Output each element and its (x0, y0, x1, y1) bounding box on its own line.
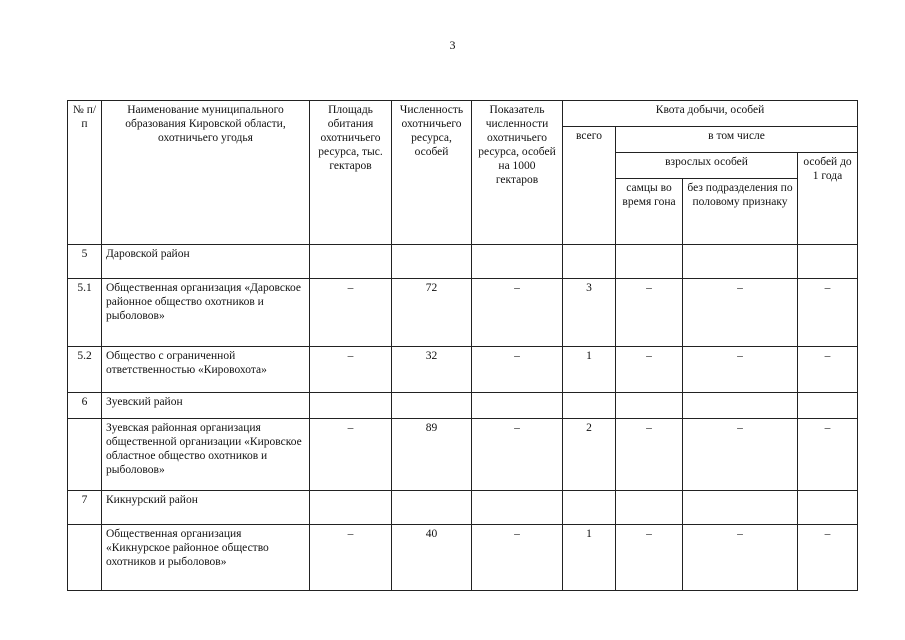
cell-name: Общественная организация «Даровское районное общество охотников и рыболовов» (102, 279, 310, 347)
cell-num: 6 (68, 393, 102, 419)
header-num: № п/п (68, 101, 102, 245)
cell-density (472, 393, 563, 419)
cell-under1: – (798, 347, 858, 393)
cell-area: – (310, 347, 392, 393)
header-count: Численность охотничьего ресурса, особей (392, 101, 472, 245)
cell-males: – (616, 525, 683, 591)
cell-area: – (310, 525, 392, 591)
cell-males: – (616, 279, 683, 347)
cell-count (392, 491, 472, 525)
cell-males (616, 245, 683, 279)
cell-under1 (798, 393, 858, 419)
header-quota: Квота добычи, особей (563, 101, 858, 127)
header-including: в том числе (616, 127, 858, 153)
cell-area: – (310, 419, 392, 491)
cell-name: Зуевский район (102, 393, 310, 419)
cell-nosex: – (683, 525, 798, 591)
cell-under1: – (798, 279, 858, 347)
cell-num: 5.2 (68, 347, 102, 393)
cell-num: 7 (68, 491, 102, 525)
cell-total: 3 (563, 279, 616, 347)
header-area: Площадь обитания охотничьего ресурса, тыс. гектаров (310, 101, 392, 245)
cell-nosex (683, 245, 798, 279)
table-row (68, 393, 858, 419)
cell-males (616, 491, 683, 525)
cell-under1 (798, 491, 858, 525)
quota-table (67, 100, 858, 591)
cell-total: 1 (563, 525, 616, 591)
table-row (68, 491, 858, 525)
cell-nosex: – (683, 419, 798, 491)
cell-num (68, 525, 102, 591)
cell-count: 72 (392, 279, 472, 347)
cell-name: Кикнурский район (102, 491, 310, 525)
cell-count: 89 (392, 419, 472, 491)
page-number: 3 (449, 38, 456, 52)
header-nosex: без подразделения по половому признаку (683, 179, 798, 245)
cell-area: – (310, 279, 392, 347)
cell-num: 5 (68, 245, 102, 279)
cell-total: 1 (563, 347, 616, 393)
header-name: Наименование муниципального образования Кировской области, охотничьего угодья (102, 101, 310, 245)
cell-males (616, 393, 683, 419)
cell-total (563, 491, 616, 525)
cell-count: 40 (392, 525, 472, 591)
table-row (68, 419, 858, 491)
cell-density: – (472, 347, 563, 393)
header-adults: взрослых особей (616, 153, 798, 179)
cell-under1: – (798, 419, 858, 491)
cell-males: – (616, 347, 683, 393)
cell-count: 32 (392, 347, 472, 393)
cell-density: – (472, 525, 563, 591)
header-total: всего (563, 127, 616, 245)
cell-nosex: – (683, 279, 798, 347)
cell-num (68, 419, 102, 491)
table-header (68, 101, 858, 245)
cell-area (310, 245, 392, 279)
cell-count (392, 393, 472, 419)
cell-area (310, 393, 392, 419)
cell-density: – (472, 419, 563, 491)
cell-area (310, 491, 392, 525)
cell-under1: – (798, 525, 858, 591)
header-density: Показатель численности охотничьего ресурса, особей на 1000 гектаров (472, 101, 563, 245)
table-row (68, 525, 858, 591)
cell-total (563, 245, 616, 279)
cell-name: Общество с ограниченной ответственностью «Кировохота» (102, 347, 310, 393)
table-row (68, 279, 858, 347)
table-row (68, 347, 858, 393)
cell-count (392, 245, 472, 279)
table-body (68, 245, 858, 591)
cell-name: Общественная организация «Кикнурское районное общество охотников и рыболовов» (102, 525, 310, 591)
cell-nosex (683, 393, 798, 419)
table-row (68, 245, 858, 279)
cell-total (563, 393, 616, 419)
cell-name: Даровской район (102, 245, 310, 279)
cell-total: 2 (563, 419, 616, 491)
cell-name: Зуевская районная организация общественной организации «Кировское областное общество охотников и рыболовов» (102, 419, 310, 491)
header-under1: особей до 1 года (798, 153, 858, 245)
cell-density: – (472, 279, 563, 347)
cell-density (472, 491, 563, 525)
cell-nosex (683, 491, 798, 525)
cell-num: 5.1 (68, 279, 102, 347)
cell-under1 (798, 245, 858, 279)
header-males: самцы во время гона (616, 179, 683, 245)
cell-nosex: – (683, 347, 798, 393)
cell-males: – (616, 419, 683, 491)
cell-density (472, 245, 563, 279)
